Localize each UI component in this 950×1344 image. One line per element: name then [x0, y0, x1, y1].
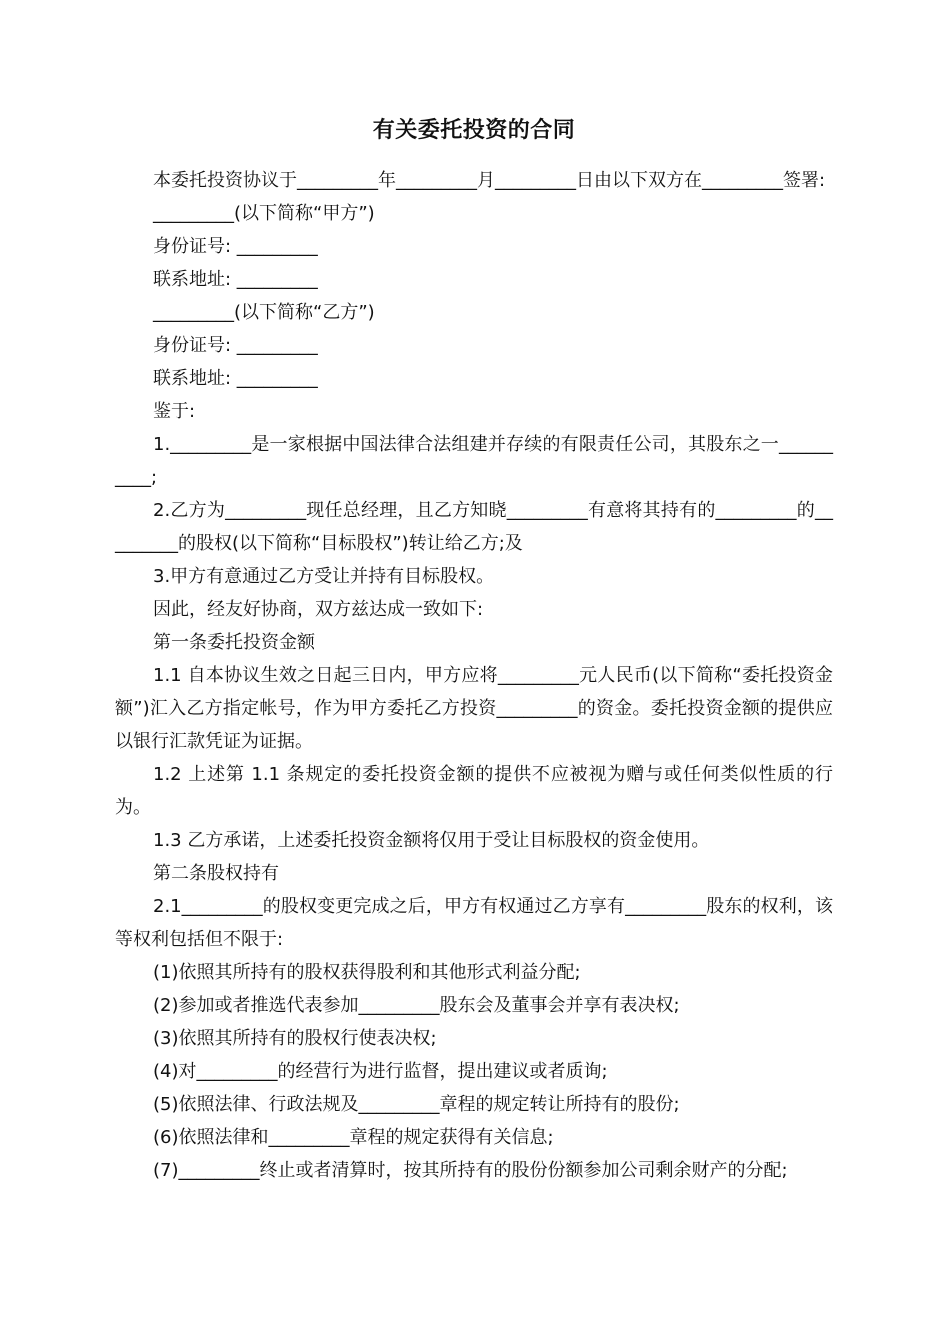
paragraph-therefore: 因此，经友好协商，双方兹达成一致如下: [153, 599, 484, 620]
list-item-right-1: (1)依照其所持有的股权获得股利和其他形式利益分配; [153, 962, 581, 983]
list-item-right-7: (7)_________终止或者清算时，按其所持有的股份份额参加公司剩余财产的分配; [153, 1160, 788, 1181]
paragraph-recital-2: 2.乙方为_________现任总经理，且乙方知晓_________有意将其持有的_________的_________的股权(以下简称“目标股权”)转让给乙方;及 [115, 500, 833, 554]
paragraph-whereas: 鉴于: [153, 401, 196, 422]
paragraph-party-a: _________(以下简称“甲方”) [153, 203, 375, 224]
list-item-right-5: (5)依照法律、行政法规及_________章程的规定转让所持有的股份; [153, 1094, 680, 1115]
paragraph-clause-2-1: 2.1_________的股权变更完成之后，甲方有权通过乙方享有_________股东的权利，该等权利包括但不限于: [115, 896, 833, 950]
paragraph-recital-1: 1._________是一家根据中国法律合法组建并存续的有限责任公司，其股东之一__________; [115, 434, 833, 488]
heading-article-2: 第二条股权持有 [153, 863, 279, 884]
document-page [115, 112, 833, 1187]
paragraph-party-a-address: 联系地址: _________ [153, 269, 318, 290]
paragraph-party-b-address: 联系地址: _________ [153, 368, 318, 389]
list-item-right-4: (4)对_________的经营行为进行监督，提出建议或者质询; [153, 1061, 608, 1082]
paragraph-clause-1-2: 1.2 上述第 1.1 条规定的委托投资金额的提供不应被视为赠与或任何类似性质的行为。 [115, 764, 833, 818]
list-item-right-3: (3)依照其所持有的股权行使表决权; [153, 1028, 437, 1049]
paragraph-intro: 本委托投资协议于_________年_________月_________日由以下双方在_________签署: [153, 170, 826, 191]
document-title: 有关委托投资的合同 [372, 118, 576, 143]
paragraph-clause-1-3: 1.3 乙方承诺，上述委托投资金额将仅用于受让目标股权的资金使用。 [153, 830, 710, 851]
paragraph-clause-1-1: 1.1 自本协议生效之日起三日内，甲方应将_________元人民币(以下简称“委托投资金额”)汇入乙方指定帐号，作为甲方委托乙方投资_________的资金。委托投资金额的提供应以银行汇款凭证为证据。 [115, 665, 833, 752]
list-item-right-2: (2)参加或者推选代表参加_________股东会及董事会并享有表决权; [153, 995, 680, 1016]
heading-article-1: 第一条委托投资金额 [153, 632, 315, 653]
paragraph-recital-3: 3.甲方有意通过乙方受让并持有目标股权。 [153, 566, 495, 587]
list-item-right-6: (6)依照法律和_________章程的规定获得有关信息; [153, 1127, 554, 1148]
paragraph-party-b-id: 身份证号: _________ [153, 335, 318, 356]
paragraph-party-b: _________(以下简称“乙方”) [153, 302, 375, 323]
paragraph-party-a-id: 身份证号: _________ [153, 236, 318, 257]
